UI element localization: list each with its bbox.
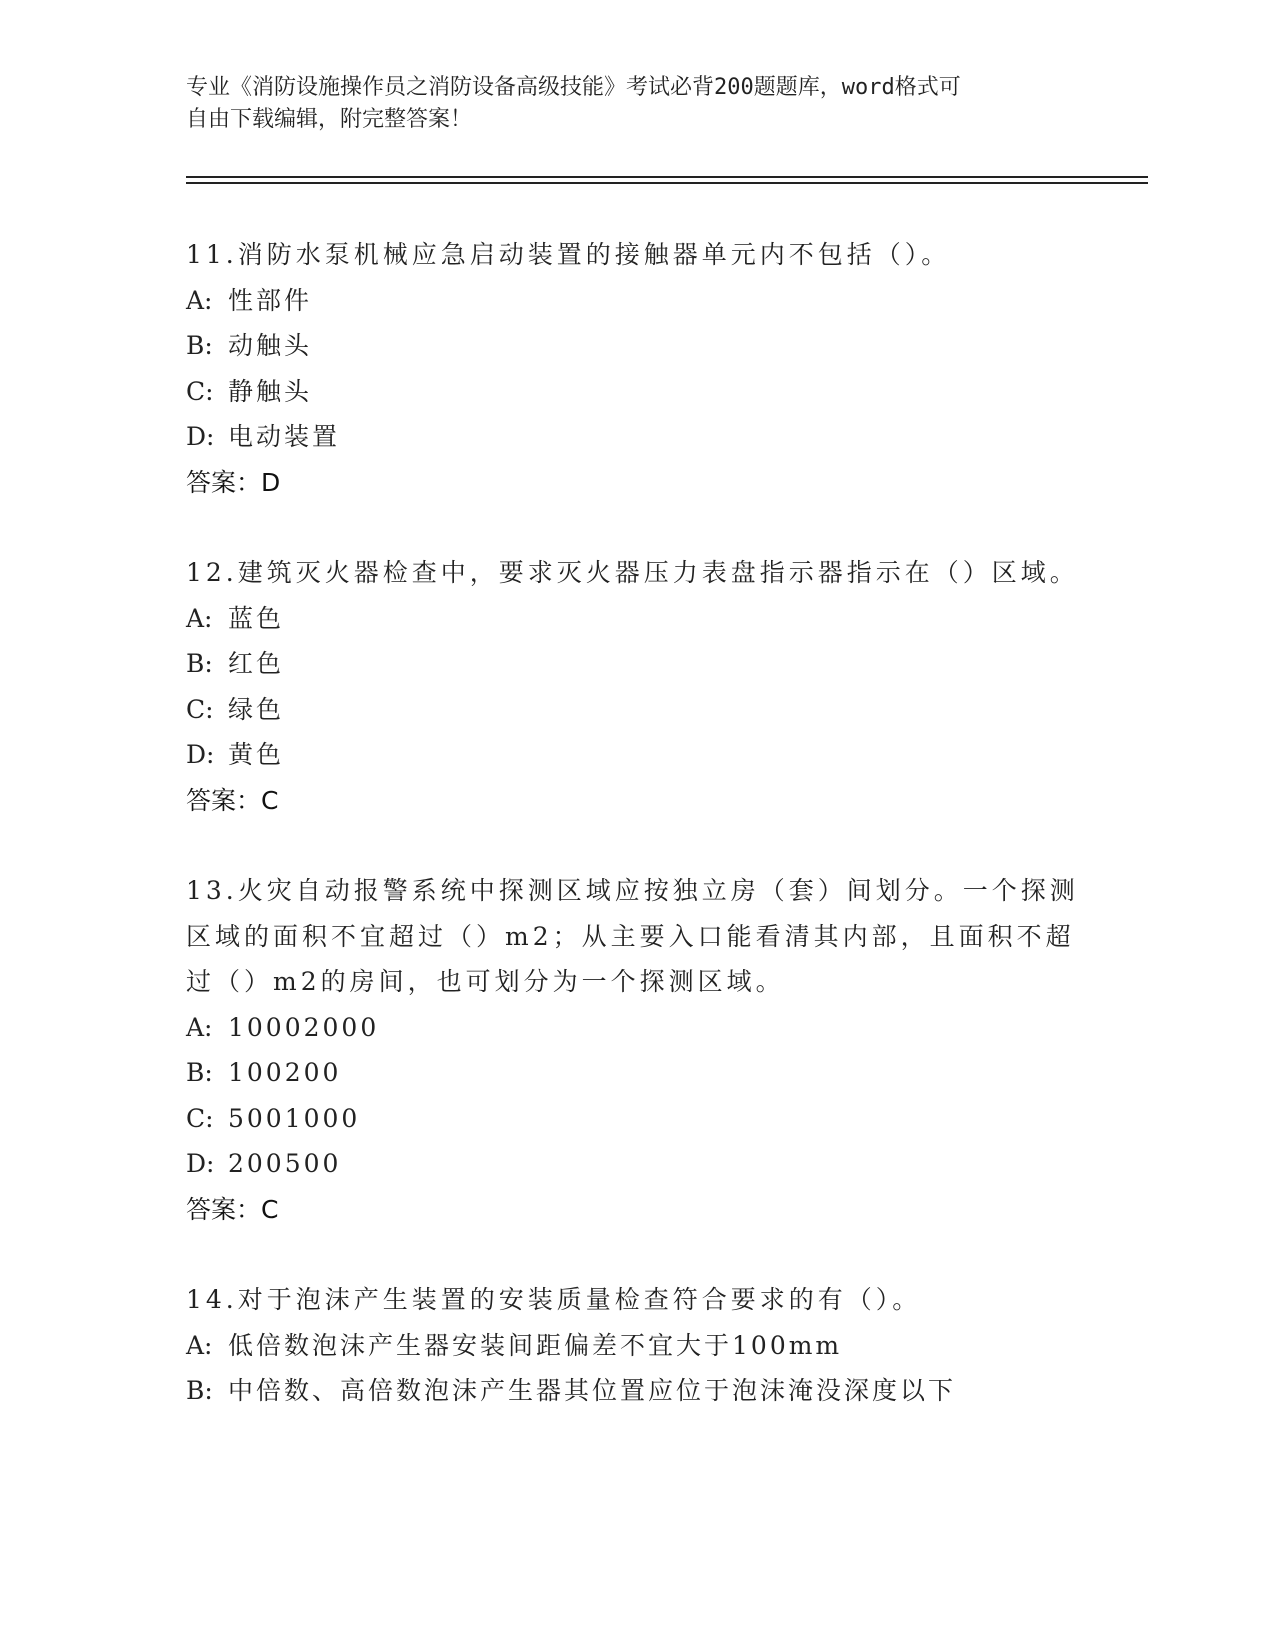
option-b	[186, 1368, 1086, 1414]
header-divider-bottom	[186, 182, 1148, 184]
answer-line: 答案：C	[186, 1194, 279, 1224]
option-letter: A:	[186, 1330, 213, 1360]
option-c	[186, 369, 1086, 415]
option-letter: A:	[186, 285, 213, 315]
option-d	[186, 414, 1086, 460]
option-d	[186, 1141, 1086, 1187]
option-text: 200500	[228, 1149, 342, 1178]
option-text: 10002000	[228, 1012, 380, 1042]
answer-line: 答案：C	[186, 785, 279, 815]
option-text: 红色	[228, 649, 285, 678]
option-c	[186, 687, 1086, 733]
answer-line: 答案：D	[186, 467, 281, 497]
option-letter: C:	[186, 1103, 214, 1133]
option-text: 黄色	[228, 740, 285, 769]
option-letter: D:	[186, 1149, 215, 1178]
header-divider-top	[186, 176, 1148, 178]
option-letter: A:	[186, 603, 213, 633]
option-text: 电动装置	[228, 422, 341, 451]
option-text: 性部件	[228, 285, 313, 315]
question-13	[186, 868, 1086, 1232]
option-b	[186, 323, 1086, 369]
option-a	[186, 1005, 1086, 1051]
option-a	[186, 596, 1086, 642]
question-stem: 12.建筑灭火器检查中，要求灭火器压力表盘指示器指示在（）区域。	[186, 558, 1079, 587]
question-stem: 11.消防水泵机械应急启动装置的接触器单元内不包括（）。	[186, 240, 951, 269]
option-letter: B:	[186, 1058, 213, 1087]
document-header	[186, 72, 1066, 136]
option-b	[186, 641, 1086, 687]
option-letter: A:	[186, 1012, 213, 1042]
option-letter: D:	[186, 740, 215, 769]
option-letter: D:	[186, 422, 215, 451]
option-d	[186, 732, 1086, 778]
option-text: 5001000	[228, 1103, 361, 1133]
option-a	[186, 1323, 1086, 1369]
header-line-1: 专业《消防设施操作员之消防设备高级技能》考试必背200题题库，word格式可	[186, 75, 961, 100]
header-line-2: 自由下载编辑，附完整答案！	[186, 107, 473, 132]
question-stem: 14.对于泡沫产生装置的安装质量检查符合要求的有（）。	[186, 1285, 922, 1314]
option-text: 静触头	[228, 376, 313, 406]
option-text: 低倍数泡沫产生器安装间距偏差不宜大于100mm	[228, 1330, 843, 1360]
option-text: 绿色	[228, 694, 285, 724]
option-letter: B:	[186, 331, 213, 360]
option-letter: C:	[186, 376, 214, 406]
question-12	[186, 550, 1086, 823]
option-b	[186, 1050, 1086, 1096]
option-text: 中倍数、高倍数泡沫产生器其位置应位于泡沫淹没深度以下	[228, 1376, 957, 1405]
option-letter: C:	[186, 694, 214, 724]
option-c	[186, 1096, 1086, 1142]
option-letter: B:	[186, 649, 213, 678]
question-14	[186, 1277, 1086, 1414]
option-text: 动触头	[228, 331, 313, 360]
question-stem: 13.火灾自动报警系统中探测区域应按独立房（套）间划分。一个探测区域的面积不宜超过（）m2；从主要入口能看清其内部，且面积不超过（）m2的房间，也可划分为一个探测区域。	[186, 876, 1079, 996]
question-11	[186, 232, 1086, 505]
option-text: 蓝色	[228, 603, 285, 633]
option-a	[186, 278, 1086, 324]
option-letter: B:	[186, 1376, 213, 1405]
option-text: 100200	[228, 1058, 342, 1087]
